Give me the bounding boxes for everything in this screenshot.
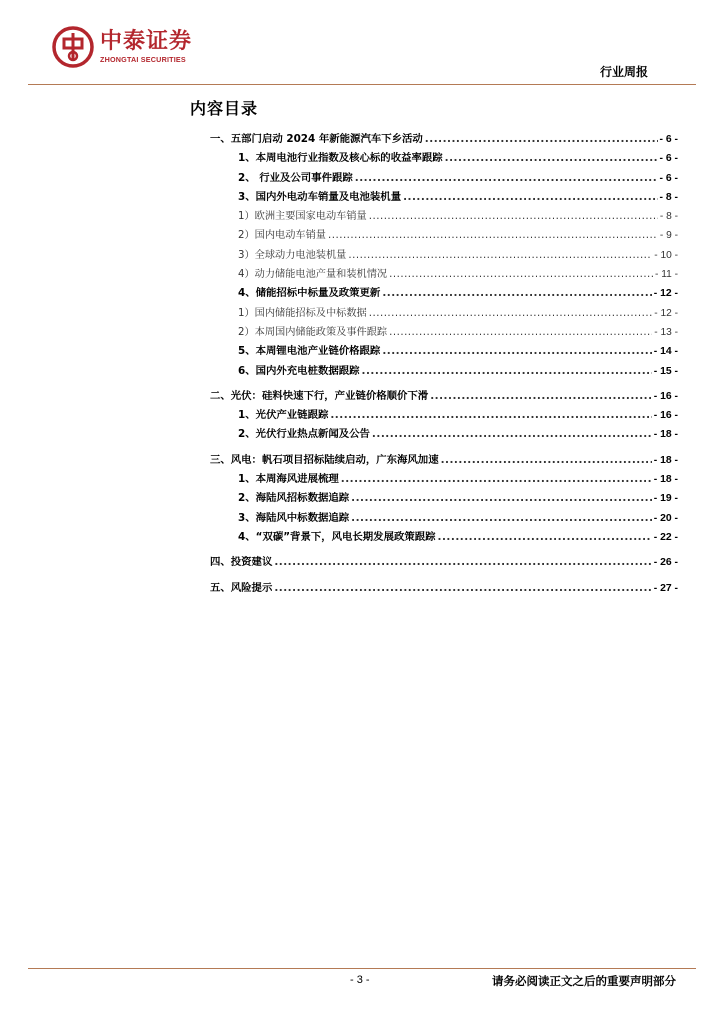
dot-leader [274,579,651,598]
dot-leader [341,470,652,489]
toc-title: 内容目录 [190,99,259,118]
dot-leader [351,509,652,528]
dot-leader [382,284,651,303]
dot-leader [330,406,651,425]
dot-leader [389,265,653,284]
toc-entry[interactable]: 2）本周国内储能政策及事件跟踪 ..... - 13 - [210,323,678,342]
page-header [0,0,724,90]
header-divider [28,84,696,85]
dot-leader [425,130,658,149]
toc-entry-section-5[interactable]: 五、风险提示 ..... - 27 - [210,579,678,598]
toc-entry[interactable]: 1）国内储能招标及中标数据 ..... - 12 - [210,304,678,323]
toc-entry[interactable]: 4）动力储能电池产量和装机情况 ..... - 11 - [210,265,678,284]
toc-entry[interactable]: 1、光伏产业链跟踪 ..... - 16 - [210,406,678,425]
dot-leader [274,553,651,572]
toc-entry[interactable]: 3）全球动力电池装机量 ..... - 10 - [210,246,678,265]
footer-divider [28,968,696,969]
dot-leader [389,323,652,342]
dot-leader [351,489,652,508]
toc-entry-section-3[interactable]: 三、风电：帆石项目招标陆续启动，广东海风加速 ..... - 18 - [210,451,678,470]
dot-leader [441,451,652,470]
toc-entry[interactable]: 4、“双碳”背景下，风电长期发展政策跟踪 ..... - 22 - [210,528,678,547]
toc-entry[interactable]: 2、 行业及公司事件跟踪 ..... - 6 - [210,169,678,188]
table-of-contents [210,130,678,598]
dot-leader [430,387,652,406]
dot-leader [348,246,652,265]
toc-entry[interactable]: 1、本周海风进展梳理 ..... - 18 - [210,470,678,489]
dot-leader [438,528,652,547]
company-logo [52,26,192,68]
toc-entry-section-4[interactable]: 四、投资建议 ..... - 26 - [210,553,678,572]
toc-entry[interactable]: 2）国内电动车销量 ..... - 9 - [210,226,678,245]
footer-disclaimer: 请务必阅读正文之后的重要声明部分 [492,974,676,988]
dot-leader [445,149,658,168]
dot-leader [369,304,652,323]
dot-leader [382,342,651,361]
logo-mark-icon [52,26,94,68]
toc-entry-section-1[interactable]: 一、五部门启动 2024 年新能源汽车下乡活动 ..... - 6 - [210,130,678,149]
toc-entry[interactable]: 1、本周电池行业指数及核心标的收益率跟踪 ..... - 6 - [210,149,678,168]
toc-entry[interactable]: 1）欧洲主要国家电动车销量 ..... - 8 - [210,207,678,226]
toc-entry[interactable]: 2、光伏行业热点新闻及公告 ..... - 18 - [210,425,678,444]
toc-entry-section-2[interactable]: 二、光伏：硅料快速下行，产业链价格顺价下滑 ..... - 16 - [210,387,678,406]
toc-entry[interactable]: 5、本周锂电池产业链价格跟踪 ..... - 14 - [210,342,678,361]
dot-leader [403,188,657,207]
toc-entry[interactable]: 6、国内外充电桩数据跟踪 ..... - 15 - [210,362,678,381]
dot-leader [355,169,658,188]
toc-entry[interactable]: 4、储能招标中标量及政策更新 ..... - 12 - [210,284,678,303]
toc-entry[interactable]: 3、国内外电动车销量及电池装机量 ..... - 8 - [210,188,678,207]
dot-leader [362,362,652,381]
toc-entry[interactable]: 2、海陆风招标数据追踪 ..... - 19 - [210,489,678,508]
logo-name-cn: 中泰证券 [100,29,193,54]
page-number: - 3 - [350,974,370,986]
report-type-label: 行业周报 [599,65,648,79]
toc-entry[interactable]: 3、海陆风中标数据追踪 ..... - 20 - [210,509,678,528]
dot-leader [372,425,652,444]
logo-name-en: ZHONGTAI SECURITIES [100,55,186,64]
dot-leader [369,207,658,226]
dot-leader [328,226,658,245]
